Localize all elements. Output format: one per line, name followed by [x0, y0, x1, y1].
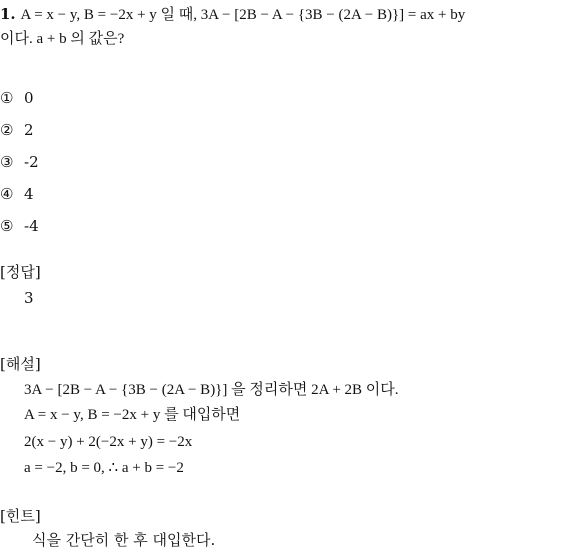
choice-5-mark: ⑤	[0, 217, 14, 235]
answer-value: 3	[24, 289, 34, 307]
hint-text: 식을 간단히 한 후 대입한다.	[32, 531, 216, 549]
answer-label: [정답]	[0, 263, 41, 281]
explanation-line-4: a = −2, b = 0, ∴ a + b = −2	[24, 460, 184, 476]
hint-label: [힌트]	[0, 507, 41, 525]
explanation-label: [해설]	[0, 355, 41, 373]
choice-1[interactable]	[0, 88, 34, 108]
choice-5[interactable]	[0, 216, 39, 236]
choice-4[interactable]	[0, 184, 34, 204]
explanation-line-1: 3A − [2B − A − {3B − (2A − B)}] 을 정리하면 2A + 2B 이다.	[24, 382, 399, 398]
choice-3[interactable]	[0, 152, 39, 172]
choice-3-text: -2	[24, 153, 39, 171]
explanation-line-2: A = x − y, B = −2x + y 를 대입하면	[24, 407, 241, 423]
choice-2-mark: ②	[0, 121, 14, 139]
question-number: 1.	[0, 5, 16, 23]
choice-5-text: -4	[24, 217, 39, 235]
choice-4-mark: ④	[0, 185, 14, 203]
choice-3-mark: ③	[0, 153, 14, 171]
question-line-1	[0, 4, 465, 25]
question-line-2	[0, 28, 124, 49]
choice-2-text: 2	[24, 121, 34, 139]
question-text-1: A = x − y, B = −2x + y 일 때, 3A − [2B − A − {3B − (2A − B)}] = ax + by	[20, 7, 466, 23]
choice-1-text: 0	[24, 89, 34, 107]
choice-2[interactable]	[0, 120, 34, 140]
choice-4-text: 4	[24, 185, 34, 203]
question-text-2: 이다. a + b 의 값은?	[0, 31, 125, 47]
choice-1-mark: ①	[0, 89, 14, 107]
explanation-line-3: 2(x − y) + 2(−2x + y) = −2x	[24, 434, 193, 450]
